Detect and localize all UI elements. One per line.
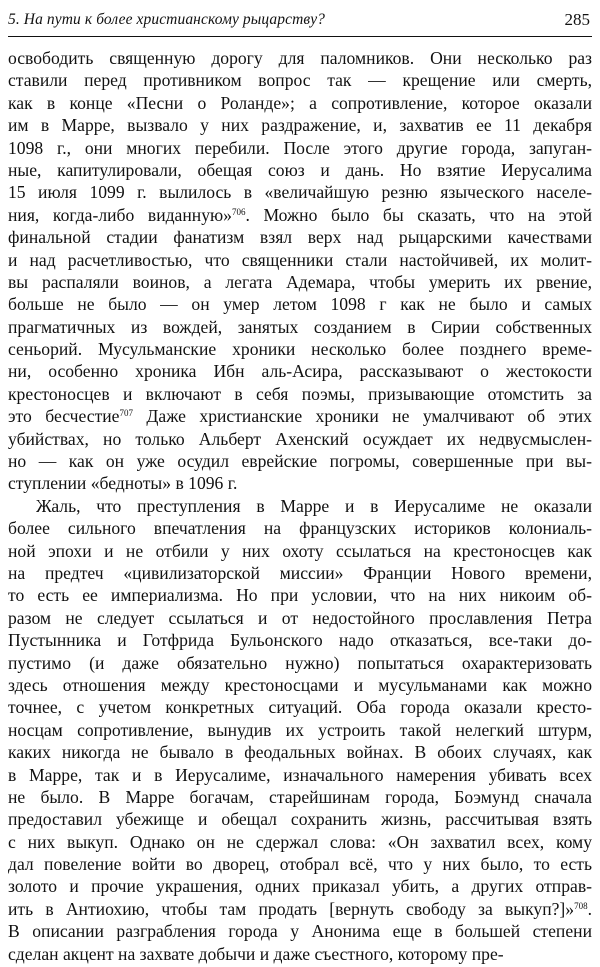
text-line [8, 360, 592, 382]
text-line [8, 293, 592, 315]
line-text-continuation: Даже христианские хроники не умалчивают об этих [132, 406, 592, 427]
line-text: предоставил убежище и обещал сохранить жизнь, рассчитывая взять [8, 809, 592, 830]
line-text: убийствах, но только Альберт Ахенский осуждает их недвусмыслен- [8, 428, 592, 449]
text-line [8, 405, 592, 427]
line-text: Пустынника и Готфрида Бульонского надо отказаться, все-таки до- [8, 630, 592, 651]
text-line [8, 472, 592, 494]
text-line [8, 428, 592, 450]
text-line [8, 875, 592, 897]
footnote-ref[interactable]: 708 [574, 900, 588, 911]
running-header [8, 6, 592, 37]
text-line [8, 69, 592, 91]
line-text: В описании разграбления города у Анонима еще в большей степени [8, 921, 592, 942]
text-line [8, 652, 592, 674]
text-line [8, 808, 592, 830]
text-line [8, 181, 592, 203]
line-text: каких никогда не бывало в феодальных войнах. В обоих случаях, как [8, 742, 592, 763]
line-text: не было. В Марре богачам, старейшинам города, Боэмунд сначала [8, 786, 592, 807]
text-line [8, 159, 592, 181]
line-text: больше не было — он умер летом 1098 г как не было и самых [8, 294, 592, 315]
text-line [8, 226, 592, 248]
body-text [8, 47, 592, 965]
line-text: и над расчетливостью, что священники стали настойчивей, их молит- [8, 249, 592, 270]
line-text: 15 июля 1099 г. вылилось в «величайшую резню языческого населе- [8, 182, 592, 203]
line-text: им в Марре, вызвало у них раздражение, и, захватив ее 11 декабря [8, 115, 592, 136]
text-line [8, 562, 592, 584]
line-text: на предтеч «цивилизаторской миссии» Франции Нового времени, [8, 562, 592, 583]
text-line [8, 114, 592, 136]
text-line [8, 674, 592, 696]
line-text: Жаль, что преступления в Марре и в Иерусалиме не оказали [36, 495, 592, 516]
text-line [8, 338, 592, 360]
book-page [8, 6, 592, 964]
line-text: ные, капитулировали, обещая союз и дань. Но взятие Иерусалима [8, 159, 592, 180]
line-text: 1098 г., они многих перебили. После этого другие города, запуган- [8, 137, 592, 158]
line-text: это бесчестие [8, 406, 120, 427]
line-text: ной эпохи и не отбили у них охоту ссылаться на крестоносцев как [8, 540, 592, 561]
text-line [8, 204, 592, 226]
text-line [8, 383, 592, 405]
line-text: финальной стадии фанатизм взял верх над рыцарскими качествами [8, 227, 592, 248]
text-line [8, 584, 592, 606]
line-text: ни, особенно хроника Ибн аль-Асира, рассказывают о жестокости [8, 361, 592, 382]
text-line [8, 249, 592, 271]
text-line [8, 47, 592, 69]
text-line [8, 540, 592, 562]
line-text: дал повеление войти во дворец, отобрал всё, что у них было, то есть [8, 854, 592, 875]
text-line [8, 853, 592, 875]
line-text: но — как он уже осудил еврейские погромы, совершенные при вы- [8, 451, 592, 472]
text-line [8, 898, 592, 920]
line-text: золото и прочие украшения, одних приказал убить, а других отправ- [8, 876, 592, 897]
line-text: ступлении «бедноты» в 1096 г. [8, 473, 238, 494]
text-line [8, 764, 592, 786]
text-line [8, 831, 592, 853]
text-line [8, 943, 592, 965]
text-line [8, 137, 592, 159]
footnote-ref[interactable]: 706 [231, 206, 246, 217]
line-text: сеньорий. Мусульманские хроники несколько более позднего време- [8, 339, 592, 360]
text-line [8, 629, 592, 651]
line-text: пустимо (и даже обязательно нужно) попытаться охарактеризовать [8, 652, 592, 673]
text-line [8, 607, 592, 629]
text-line [8, 316, 592, 338]
line-text: как в конце «Песни о Роланде»; а сопротивление, которое оказали [8, 92, 592, 113]
text-line [8, 271, 592, 293]
text-line [8, 696, 592, 718]
text-line [8, 741, 592, 763]
line-text: ить в Антиохию, чтобы там продать [вернуть свободу за выкуп?]» [8, 898, 575, 919]
text-line [8, 920, 592, 942]
line-text: ния, когда-либо виданную» [8, 204, 232, 225]
line-text-continuation: . Можно было бы сказать, что на этой [245, 204, 592, 225]
line-text: то есть ее империализма. Но при условии, что на них никоим об- [8, 585, 592, 606]
line-text: разом не следует ссылаться и от недостойного прославления Петра [8, 607, 592, 628]
text-line [8, 495, 592, 517]
footnote-ref[interactable]: 707 [119, 408, 133, 419]
page-number: 285 [564, 10, 590, 29]
text-line [8, 719, 592, 741]
line-text: в Марре, так и в Иерусалиме, изначального намерения убивать всех [8, 764, 592, 785]
text-line [8, 450, 592, 472]
text-line [8, 92, 592, 114]
line-text: ставили перед противником вопрос так — крещение или смерть, [8, 70, 592, 91]
line-text: с них выкуп. Однако он не сдержал слова: «Он захватил всех, кому [8, 831, 592, 852]
line-text: освободить священную дорогу для паломников. Они несколько раз [8, 48, 592, 68]
line-text: прагматичных из вождей, занятых созданием в Сирии собственных [8, 316, 592, 337]
line-text: носцам сопротивление, вынудив их устроить такой нелегкий штурм, [8, 719, 592, 740]
line-text: здесь отношения между крестоносцами и мусульманами как можно [8, 674, 592, 695]
text-line [8, 786, 592, 808]
chapter-title: 5. На пути к более христианскому рыцарству? [8, 11, 326, 28]
line-text-continuation: . [587, 898, 592, 919]
line-text: более сильного впечатления на французских историков колониаль- [8, 518, 592, 539]
text-line [8, 517, 592, 539]
line-text: точнее, с учетом конкретных ситуаций. Оба города оказали кресто- [8, 697, 592, 718]
line-text: крестоносцев и включают в себя поэмы, призывающие отомстить за [8, 383, 592, 404]
line-text: сделан акцент на захвате добычи и даже съестного, которому пре- [8, 943, 504, 964]
line-text: вы распаляли воинов, а легата Адемара, чтобы умерить их рвение, [8, 271, 592, 292]
